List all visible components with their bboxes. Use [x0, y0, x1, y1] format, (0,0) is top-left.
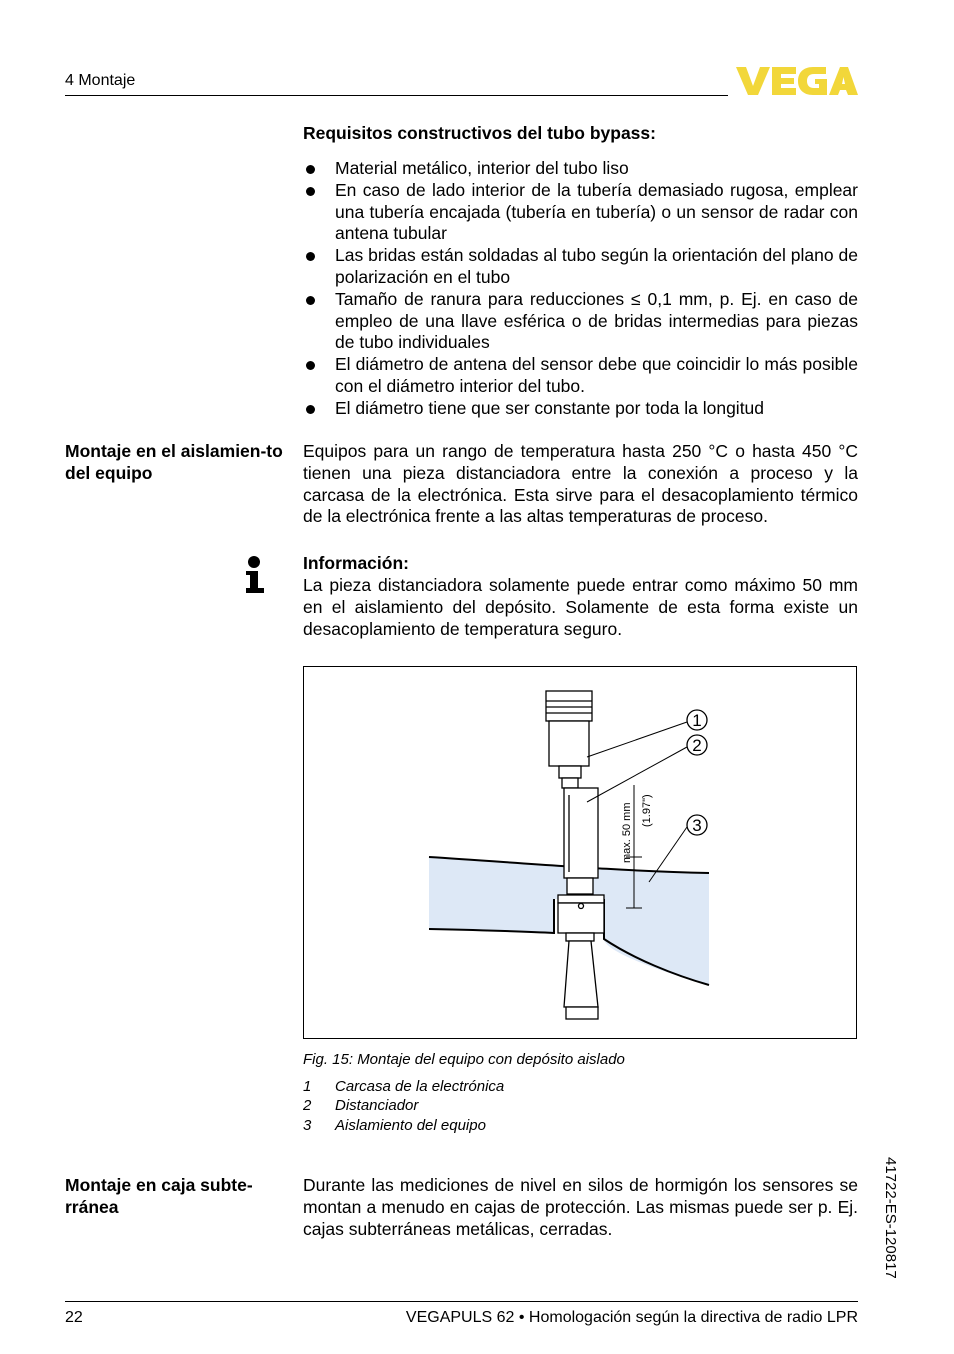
list-item: Tamaño de ranura para reducciones ≤ 0,1 mm, p. Ej. en caso de empleo de una llave esférica o de bridas intermedias para piezas de tubo individuales — [303, 289, 858, 354]
bypass-requirements-list — [303, 158, 858, 420]
underground-paragraph: Durante las mediciones de nivel en silos de hormigón los sensores se montan a menudo en cajas de protección. Las mismas puede ser p. Ej. cajas subterráneas metálicas, cerradas. — [303, 1175, 858, 1239]
callout-3 — [687, 815, 707, 835]
figure-caption: Fig. 15: Montaje del equipo con depósito aislado — [303, 1051, 625, 1068]
info-text: La pieza distanciadora solamente puede entrar como máximo 50 mm en el aislamiento del depósito. Solamente de esta forma existe un desacoplamiento de temperatura seguro. — [303, 575, 858, 639]
bypass-heading: Requisitos constructivos del tubo bypass: — [303, 123, 656, 143]
page-number: 22 — [65, 1309, 83, 1326]
list-item: En caso de lado interior de la tubería demasiado rugosa, emplear una tubería encajada (tubería en tubería) o un sensor de radar con antena tubular — [303, 180, 858, 245]
insulation-side-heading: Montaje en el aislamien-to del equipo — [65, 441, 283, 483]
footer-title: VEGAPULS 62 • Homologación según la directiva de radio LPR — [405, 1309, 858, 1326]
vega-logo — [736, 64, 858, 98]
bullet-icon — [306, 361, 315, 370]
footer-rule — [65, 1301, 858, 1302]
svg-text:1: 1 — [692, 711, 702, 730]
svg-text:2: 2 — [692, 736, 702, 755]
list-item: El diámetro de antena del sensor debe que coincidir lo más posible con el diámetro interior del tubo. — [303, 354, 858, 398]
info-heading: Información: — [303, 553, 409, 573]
header-rule — [65, 95, 728, 96]
callout-1 — [687, 710, 707, 730]
bullet-icon — [306, 252, 315, 261]
insulation-paragraph: Equipos para un rango de temperatura hasta 250 °C o hasta 450 °C tienen una pieza distanciadora entre la conexión a proceso y la carcasa de la electrónica. Esta sirve para el desacoplamiento térmico de la electrónica frente a las altas temperaturas de proceso. — [303, 441, 858, 527]
mounting-diagram — [304, 667, 856, 1038]
info-icon — [244, 556, 264, 594]
bullet-icon — [306, 187, 315, 196]
section-title: 4 Montaje — [65, 72, 136, 89]
figure-box — [303, 666, 857, 1039]
legend-item: 1 Carcasa de la electrónica — [303, 1078, 505, 1095]
bullet-icon — [306, 405, 315, 414]
bullet-icon — [306, 296, 315, 305]
bullet-icon — [306, 165, 315, 174]
legend-item: 3 Aislamiento del equipo — [303, 1116, 486, 1134]
callout-2 — [687, 735, 707, 755]
dimension-label-in: (1.97") — [641, 794, 653, 827]
dimension-label-mm: max. 50 mm — [621, 802, 633, 863]
figure-legend — [303, 1077, 504, 1135]
svg-text:3: 3 — [692, 816, 702, 835]
list-item: Material metálico, interior del tubo liso — [303, 158, 858, 180]
underground-side-heading: Montaje en caja subte-rránea — [65, 1175, 253, 1217]
list-item: Las bridas están soldadas al tubo según la orientación del plano de polarización en el tubo — [303, 245, 858, 289]
legend-item: 2 Distanciador — [303, 1097, 419, 1115]
document-id: 41722-ES-120817 — [882, 1157, 899, 1279]
list-item: El diámetro tiene que ser constante por toda la longitud — [303, 398, 858, 420]
